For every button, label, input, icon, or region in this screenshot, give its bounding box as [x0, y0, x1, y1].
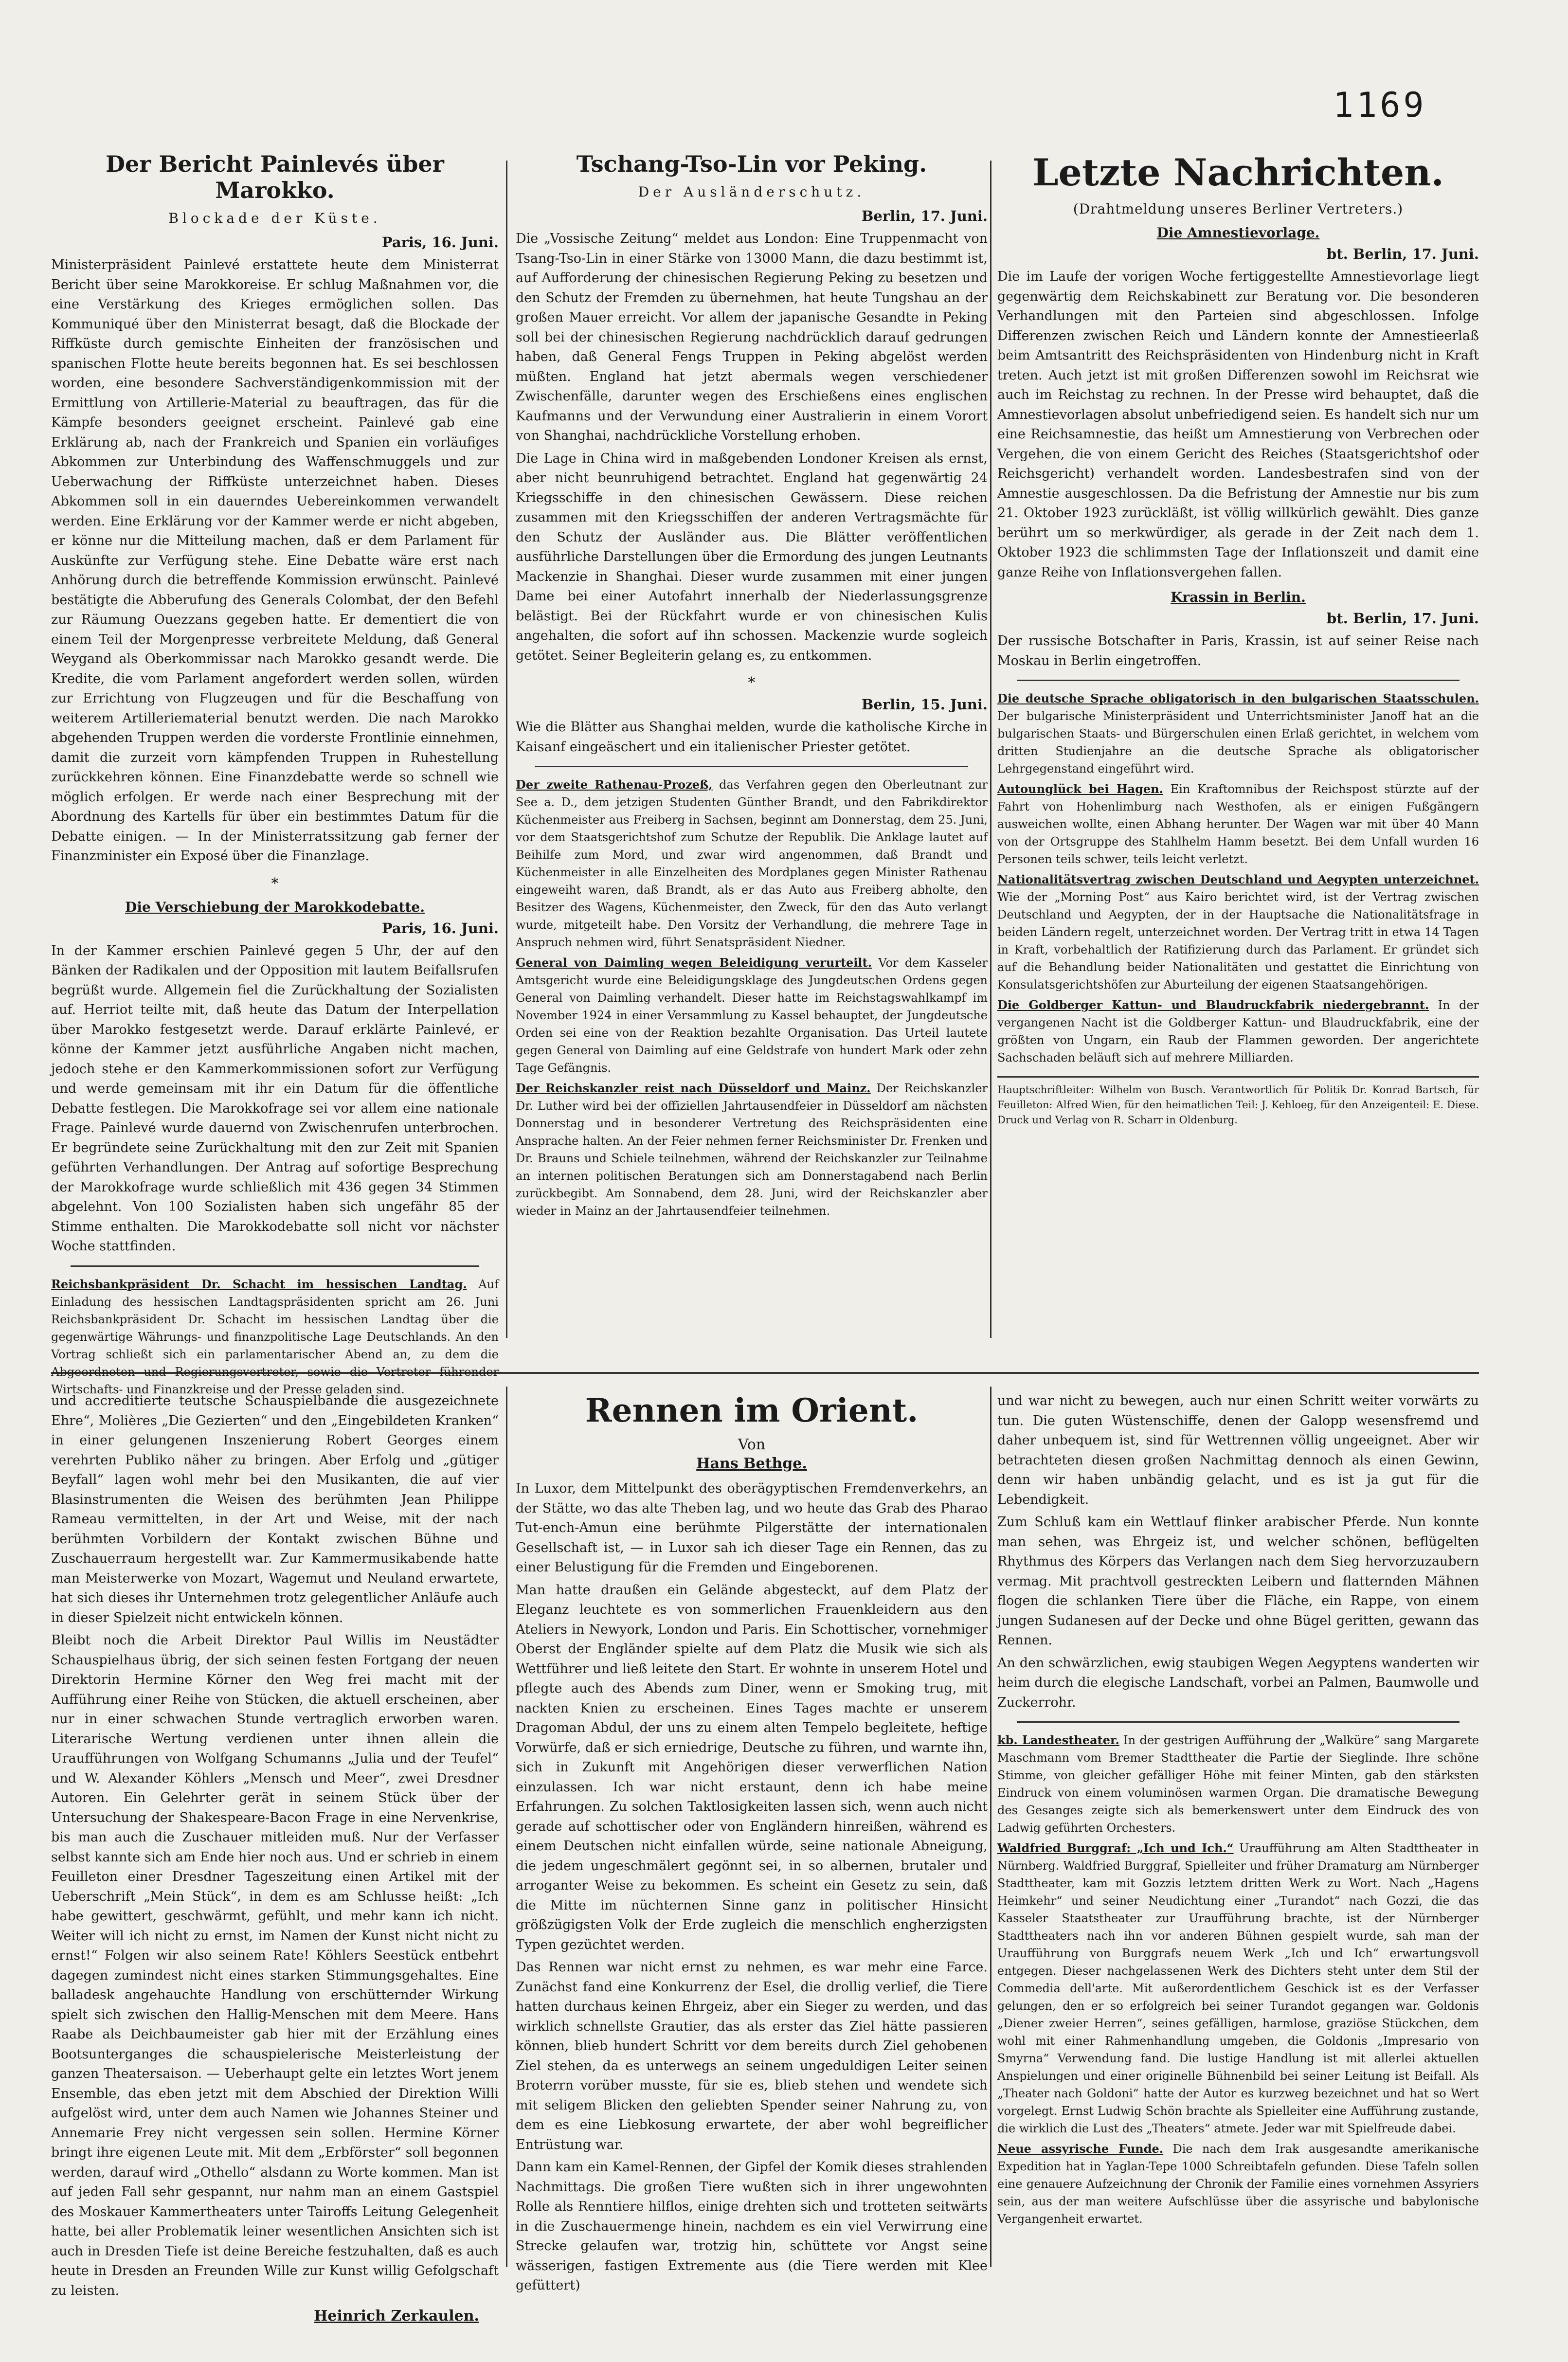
paragraph: Die Lage in China wird in maßgebenden Londoner Kreisen als ernst, aber nicht beunruhigend betrachtet. England hat gegenwärtig 24 Kriegsschiffe in den chinesischen Gewässern. Diese reichen zusammen mit den Kriegsschiffen der anderen Vertragsmächte für den Schutz der Ausländer aus. Die Blätter veröffentlichen ausführliche Darstellungen über die Ermordung des jungen Leutnants Mackenzie in Shanghai. Dieser wurde zusammen mit einer jungen Dame bei einer Autofahrt innerhalb der Niederlassungsgrenze belästigt. Bei der Rückfahrt wurde er von chinesischen Kulis angehalten, die sofort auf ihn schossen. Mackenzie wurde sogleich getötet. Seiner Begleiterin gelang es, zu entkommen.	[516, 451, 988, 663]
paragraph: und war nicht zu bewegen, auch nur einen Schritt weiter vorwärts zu tun. Die guten Wüstenschiffe, denen der Galopp wesensfremd und daher unbequem ist, sind für Wettrennen völlig ungeeignet. Aber wir betrachteten diesen großen Nachmittag dennoch als einen Gewinn, denn wir haben unbändig gelacht, und es ist ja gut für die Lebendigkeit.	[997, 1393, 1479, 1507]
divider	[71, 1265, 479, 1267]
paragraph: Die „Vossische Zeitung“ meldet aus London: Eine Truppenmacht von Tsang-Tso-Lin in einer Stärke von 13000 Mann, die dazu bestimmt ist, auf Aufforderung der chinesischen Regierung Peking zu besetzen und den Schutz der Fremden zu übernehmen, hat heute Tungshau an der großen Mauer erreicht. Vor allem der japanische Gesandte in Peking soll bei der chinesischen Regierung nachdrücklich darauf gedrungen haben, daß General Fengs Truppen in Peking abgelöst werden müßten. England hat jetzt abermals wegen verschiedener Zwischenfälle, darunter wegen des Erschießens eines englischen Kaufmanns und der Verwundung einer Australierin in einem Vorort von Shanghai, nachdrückliche Vorstellung erhoben.	[516, 231, 988, 443]
headline: Der Bericht Painlevés über Marokko.	[106, 151, 444, 203]
news-item	[997, 1731, 1479, 1837]
news-item	[997, 996, 1479, 1066]
item-lead: Reichsbankpräsident Dr. Schacht im hessischen Landtag.	[51, 1277, 467, 1291]
paragraph: Der russische Botschafter in Paris, Krassin, ist auf seiner Reise nach Moskau in Berlin eingetroffen.	[997, 633, 1479, 668]
item-lead: Der Reichskanzler reist nach Düsseldorf und Mainz.	[516, 1081, 871, 1095]
dateline: bt. Berlin, 17. Juni.	[1327, 610, 1479, 627]
column-rule	[506, 1387, 507, 2267]
item-lead: kb. Landestheater.	[997, 1733, 1119, 1747]
item-lead: General von Daimling wegen Beleidigung verurteilt.	[516, 956, 872, 970]
news-item	[997, 871, 1479, 993]
news-item	[516, 954, 988, 1077]
item-text: Der bulgarische Ministerpräsident und Unterrichtsminister Janoff hat an die bulgarischen Staats- und Bürgerschulen einen Erlaß gerichtet, in welchem vom dritten Studienjahre an die deutsche Sprache als obligatorischer Lehrgegenstand eingeführt wird.	[997, 709, 1479, 775]
headline: Tschang-Tso-Lin vor Peking.	[576, 151, 927, 177]
news-item	[997, 1839, 1479, 2137]
article-tschang-tso-lin	[516, 151, 988, 1338]
item-text: Ein Kraftomnibus der Reichspost stürzte auf der Fahrt von Hohenlimburg nach Westhofen, als er einigen Fußgängern ausweichen wollte, einen Abhang herunter. Der Wagen war mit über 40 Mann von der Ortsgruppe des Stahlhelm Hamm besetzt. Bei dem Unfall wurden 16 Personen teils schwer, teils leicht verletzt.	[997, 782, 1479, 866]
item-text: Vor dem Kasseler Amtsgericht wurde eine Beleidigungsklage des Jungdeutschen Ordens gegen General von Daimling verhandelt. Dieser hatte im Reichstagswahlkampf im November 1924 in einer Versammlung zu Kassel behauptet, der Jungdeutsche Orden sei eine von der Reaktion bezahlte Organisation. Das Urteil lautete gegen General von Daimling auf eine Geldstrafe von hundert Mark oder zehn Tage Gefängnis.	[516, 956, 988, 1075]
news-item	[516, 1080, 988, 1220]
item-text: Uraufführung am Alten Stadttheater in Nürnberg. Waldfried Burggraf, Spielleiter und früher Dramaturg am Nürnberger Stadttheater, kam mit Gozzis letztem dritten Werk zu Wort. Nach „Hagens Heimkehr“ und seiner Neudichtung einer „Turandot“ nach Gozzi, die das Kasseler Staatstheater zur Uraufführung brachte, ist der Nürnberger Stadttheaters nach ihn vor anderen Bühnen gespielt wurde, sah man der Uraufführung von Burggrafs neuem Werk „Ich und Ich“ erwartungsvoll entgegen. Dieser nachgelassenen Werk des Dichters steht unter dem Stil der Commedia dell'arte. Mit außerordentlichem Geschick ist es der Verfasser gelungen, den er so erfolgreich bei seiner Turandot gegangen war. Goldonis „Diener zweier Herren“, seines gefälligen, harmlose, graziöse Stückchen, dem wohl mit einer Rahmenhandlung umgeben, die Goldonis „Impresario von Smyrna“ Verwendung fand. Die lustige Handlung ist mit allerlei aktuellen Anspielungen und einer originelle Bühnenbild bei seiner Leitung ist Beifall. Als „Theater nach Goldoni“ hatte der Autor es kurzweg bezeichnet und hat so Wert vorgelegt. Ernst Ludwig Schön brachte als Spielleiter eine Aufführung zustande, die wirklich die Lust des „Theaters“ atmete. Jeder war mit Spielfreude dabei.	[997, 1841, 1479, 2135]
feuilleton-continued	[997, 1391, 1479, 2267]
headline: Letzte Nachrichten.	[1032, 151, 1444, 194]
column-rule	[990, 161, 991, 1338]
item-text: Auf Einladung des hessischen Landtagspräsidenten spricht am 26. Juni Reichsbankpräsident Dr. Schacht im hessischen Landtag über die gegenwärtige Währungs- und finanzpolitische Lage Deutschlands. An den Vortrag schließt sich ein parlamentarischer Abend an, zu dem die Abgeordneten und Regierungsvertreter, sowie die Vertreter führender Wirtschafts- und Finanzkreise und der Presse geladen sind.	[51, 1277, 499, 1396]
section-heading: Krassin in Berlin.	[1171, 589, 1306, 605]
article-painleve	[51, 151, 499, 1396]
item-text: In der gestrigen Aufführung der „Walküre“ sang Margarete Maschmann vom Bremer Stadttheater die Partie der Sieglinde. Ihre schöne Stimme, von gleicher gefälliger Höhe mit feiner Minten, gab den stärksten Eindruck von einem voluminösen warmen Organ. Die dramatische Bewegung des Gesanges zeigte sich als bemerkenswert unter dem Eindruck des von Ladwig geführten Orchesters.	[997, 1733, 1479, 1835]
item-text: In der vergangenen Nacht ist die Goldberger Kattun- und Blaudruckfabrik, eine der größten von Ungarn, ein Raub der Flammen geworden. Der angerichtete Sachschaden beläuft sich auf mehrere Milliarden.	[997, 998, 1479, 1064]
byline-author: Hans Bethge.	[696, 1455, 807, 1472]
news-item	[516, 776, 988, 951]
divider	[1017, 1721, 1460, 1723]
item-lead: Waldfried Burggraf: „Ich und Ich.“	[997, 1841, 1234, 1855]
item-text: Wie der „Morning Post“ aus Kairo berichtet wird, ist der Vertrag zwischen Deutschland und Aegypten, der in der Hauptsache die Nationalitätsfrage in beiden Ländern regelt, unterzeichnet worden. Der Vertrag tritt in etwa 14 Tagen in Kraft, vorbehaltlich der Ratifizierung durch das Parlament. Er gründet sich auf die Behandlung beider Nationalitäten und gestattet die Einrichtung von Konsulatsgerichtshöfen zur Aburteilung der eigenen Staatsangehörigen.	[997, 890, 1479, 992]
paragraph: Zum Schluß kam ein Wettlauf flinker arabischer Pferde. Nun konnte man sehen, was Ehrgeiz ist, und welcher schönen, beflügelten Rhythmus des Körpers das Verlangen nach dem Sieg hervorzuzaubern vermag. Mit prachtvoll gestreckten Leibern und flatternden Mähnen flogen die schlanken Tiere über die Fläche, ein Rappe, von einem jungen Sudanesen auf der Decke und ohne Bügel geritten, gewann das Rennen.	[997, 1515, 1479, 1648]
paragraph: Man hatte draußen ein Gelände abgesteckt, auf dem Platz der Eleganz leuchtete es von sommerlichen Frauenkleidern aus den Ateliers in Newyork, London und Paris. Ein Schottischer, vornehmiger Oberst der Engländer spielte auf dem Platz die Musik wie sich als Wettführer und ließ leitete den Start. Er wohnte in unserem Hotel und pflegte auch des Abends zum Diner, wenn er Smoking trug, mit nackten Knien zu erscheinen. Eines Tages machte er unserem Dragoman Abdul, der uns zu einem alten Tempelo begleitete, heftige Vorwürfe, daß er sich erniedrige, Deutsche zu führen, und warnte ihn, sich in Zukunft mit Angehörigen dieser verwerflichen Nation einzulassen. Ich war nicht erstaunt, denn ich habe meine Erfahrungen. Zu solchen Taktlosigkeiten lassen sich, wenn auch nicht gerade auf schottischer oder von Engländern hinreißen, während es einem Deutschen nicht einfallen würde, seine nationale Abneigung, die jedem ungeschmälert gegönnt sei, in so albernen, brutaler und arroganter Weise zu bekommen. Es scheint ein Gesetz zu sein, daß die Mitte im nüchternen Sinne ganz in politischer Hinsicht größzügigsten Volk der Erde zugleich die menschlich engherzigsten Typen gezüchtet werden.	[516, 1582, 988, 1952]
section-heading: Die Verschiebung der Marokkodebatte.	[125, 899, 425, 915]
subheadline: (Drahtmeldung unseres Berliner Vertreters.)	[1073, 201, 1404, 217]
feuilleton-theater	[51, 1391, 499, 2325]
item-text: Der Reichskanzler Dr. Luther wird bei der offiziellen Jahrtausendfeier in Düsseldorf am nächsten Donnerstag und in besonderer Vertretung des Reichspräsidenten eine Ansprache halten. An der Feier nehmen ferner Reichsminister Dr. Frenken und Dr. Brauns und Schiele teilnehmen, während der Reichskanzler zur Teilnahme an internen politischen Beratungen sich am Donnerstagabend nach Berlin zurückbegibt. Am Sonnabend, dem 28. Juni, wird der Reichskanzler aber wieder in Mainz an der Jahrtausendfeier teilnehmen.	[516, 1082, 988, 1218]
item-lead: Nationalitätsvertrag zwischen Deutschland und Aegypten unterzeichnet.	[997, 872, 1479, 886]
imprint: Hauptschriftleiter: Wilhelm von Busch. Verantwortlich für Politik Dr. Konrad Bartsch, für Feuilleton: Alfred Wien, für den heimatlichen Teil: J. Kehloeg, für den Anzeigenteil: E. Diese. Druck und Verlag von R. Scharr in Oldenburg.	[997, 1076, 1479, 1128]
column-rule	[990, 1387, 991, 2267]
item-lead: Neue assyrische Funde.	[997, 2142, 1164, 2156]
divider	[1017, 680, 1460, 681]
author-signature: Heinrich Zerkaulen.	[314, 2308, 479, 2325]
paragraph: Ministerpräsident Painlevé erstattete heute dem Ministerrat Bericht über seine Marokkoreise. Er schlug Maßnahmen vor, die eine Verstärkung des Krieges ermöglichen sollen. Das Kommuniqué über den Ministerrat besagt, daß die Blockade der Riffküste durch gemischte Einheiten der französischen und spanischen Flotte heute bereits begonnen hat. Es sei beschlossen worden, eine besondere Sachverständigenkommission mit der Ermittlung von Artillerie-Material zu beauftragen, das für die Kämpfe besonders geeignet erscheint. Painlevé gab eine Erklärung ab, nach der Frankreich und Spanien ein vorläufiges Abkommen zur Unterbindung des Waffenschmuggels und zur Ueberwachung der Riffküste unterzeichnet haben. Dieses Abkommen soll in ein dauerndes Uebereinkommen verwandelt werden. Eine Erklärung vor der Kammer werde er nicht abgeben, er könne nur die Mitteilung machen, daß er dem Parlament für Auskünfte zur Verfügung stehe. Eine Debatte wäre erst nach Anhörung durch die betreffende Kommission erwünscht. Painlevé bestätigte die Abberufung des Generals Colombat, der den Befehl zur Räumung Ouezzans gegeben hatte. Er dementiert die von einem Teil der Morgenpresse verbreitete Meldung, daß General Weygand als Oberkommissar nach Marokko gesandt werde. Die Kredite, die vom Parlament angefordert werden sollen, würden zur Errichtung von Flugzeugen und für die Beschaffung von weiterem Artilleriematerial benutzt werden. Die nach Marokko abgehenden Truppen werden die vorderste Frontlinie einnehmen, damit die zurzeit vorn kämpfenden Truppen in Ruhestellung zurückkehren können. Eine Finanzdebatte werde so schnell wie möglich erfolgen. Er werde nach einer Besprechung mit der Abordnung des Kartells für über ein bestimmtes Datum für die Debatte einigen. — In der Ministerratssitzung gab ferner der Finanzminister ein Exposé über die Finanzlage.	[51, 257, 499, 864]
article-rennen-im-orient	[516, 1391, 988, 2293]
paragraph: An den schwärzlichen, ewig staubigen Wegen Aegyptens wanderten wir heim durch die elegische Landschaft, vorbei an Palmen, Baumwolle und Zuckerrohr.	[997, 1655, 1479, 1710]
column-rule	[506, 161, 507, 1338]
paragraph: Wie die Blätter aus Shanghai melden, wurde die katholische Kirche in Kaisanf eingeäschert und ein italienischer Priester getötet.	[516, 720, 988, 755]
subheadline: Der Ausländerschutz.	[638, 184, 865, 200]
news-item	[51, 1276, 499, 1398]
divider	[535, 766, 968, 767]
paragraph: In Luxor, dem Mittelpunkt des oberägyptischen Fremdenverkehrs, an der Stätte, wo das alte Theben lag, und wo heute das Grab des Pharao Tut-ench-Amun eine berühmte Pilgerstätte der internationalen Gesellschaft ist, — in Luxor sah ich dieser Tage ein Rennen, das zu einer Belustigung für die Fremden und Eingeborenen.	[516, 1481, 988, 1575]
item-lead: Der zweite Rathenau-Prozeß,	[516, 777, 713, 792]
item-text: das Verfahren gegen den Oberleutnant zur See a. D., dem jetzigen Studenten Günther Brandt, und den Fabrikdirektor Küchenmeister aus Freiberg in Sachsen, beginnt am Donnerstag, dem 25. Juni, vor dem Staatsgerichtshof zum Schutze der Republik. Die Anklage lautet auf Beihilfe zum Mord, und zwar wird angenommen, daß Brandt und Küchenmeister in alle Einzelheiten des Mordplanes gegen Minister Rathenau eingeweiht waren, daß Brandt, als er das Auto aus Freiberg abholte, den Besitzer des Wagens, Küchenmeister, den Zweck, für den das Auto verlangt wurde, mitgeteilt habe. Den Vorsitz der Verhandlung, die mehrere Tage in Anspruch nehmen wird, führt Senatspräsident Niedner.	[516, 778, 988, 949]
paragraph: Die im Laufe der vorigen Woche fertiggestellte Amnestievorlage liegt gegenwärtig dem Reichskabinett zur Beratung vor. Die besonderen Verhandlungen mit den Parteien sind abgeschlossen. Infolge Differenzen zwischen Reich und Ländern konnte der Amnestieerlaß beim Amtsantritt des Reichspräsidenten von Hindenburg nicht in Kraft treten. Auch jetzt ist mit großen Differenzen sowohl im Reichsrat wie auch im Reichstag zu rechnen. In der Presse wird behauptet, daß die Amnestievorlagen absolut unbefriedigend seien. Es handelt sich nur um eine Reichsamnestie, das heißt um Amnestierung von Verbrechen oder Vergehen, die von einem Gericht des Reiches (Staatsgerichtshof oder Reichsgericht) verhandelt worden. Landesbestrafen sind von der Amnestie ausgeschlossen. Da die Befristung der Amnestie nur bis zum 21. Oktober 1923 zurückläßt, ist völlig willkürlich gewählt. Dies ganze berührt um so merkwürdiger, als gerade in der Zeit nach dem 1. Oktober 1923 die schlimmsten Tage der Inflationszeit und damit eine ganze Reihe von Inflationsvergehen fallen.	[997, 269, 1479, 580]
paragraph: und accreditierte teutsche Schauspielbande die ausgezeichnete Ehre“, Molières „Die Gezierten“ und den „Eingebildeten Kranken“ in einer gelungenen Inszenierung Robert Georges einem verehrten Publiko näher zu bringen. Aber Erfolg und „gütiger Beyfall“ lagen wohl mehr bei den Musikanten, die auf vier Blasinstrumenten die Weisen des berühmten Jean Philippe Rameau vermittelten, in der Art und Weise, mit der nach berühmten Vorbildern der Kontakt zwischen Bühne und Zuschauerraum hergestellt war. Zur Kammermusikabende hatte man Meisterwerke von Mozart, Wagemut und Neuland erwartete, hat sich dieses ihr Unternehmen trotz gelegentlicher Anläufe auch in dieser Spielzeit nicht entwickeln können.	[51, 1393, 499, 1625]
item-lead: Die Goldberger Kattun- und Blaudruckfabrik niedergebrannt.	[997, 998, 1429, 1012]
subheadline: Blockade der Küste.	[168, 210, 381, 226]
paragraph: In der Kammer erschien Painlevé gegen 5 Uhr, der auf den Bänken der Radikalen und der Opposition mit lautem Beifallsrufen begrüßt wurde. Allgemein fiel die Zurückhaltung der Sozialisten auf. Herriot teilte mit, daß heute das Datum der Interpellation über Marokko festgesetzt werde. Darauf erklärte Painlevé, er könne der Kammer jetzt ausführliche Angaben nicht machen, jedoch stehe er den Kammerkommissionen sofort zur Verfügung und werde gemeinsam mit ihr ein Datum für die öffentliche Debatte festlegen. Die Marokkofrage sei vor allem eine nationale Frage. Painlevé wurde dauernd von Zwischenrufen unterbrochen. Er begründete seine Zurückhaltung mit den zur Zeit mit Spanien geführten Verhandlungen. Der Antrag auf sofortige Besprechung der Marokkofrage wurde schließlich mit 436 gegen 34 Stimmen abgelehnt. Von 100 Sozialisten haben sich ungefähr 85 der Stimme enthalten. Die Marokkodebatte soll nicht vor nächster Woche stattfinden.	[51, 943, 499, 1254]
dateline: Berlin, 17. Juni.	[861, 208, 988, 224]
dateline: Paris, 16. Juni.	[381, 920, 499, 937]
paragraph: Dann kam ein Kamel-Rennen, der Gipfel der Komik dieses strahlenden Nachmittags. Die großen Tiere wußten sich in ihrer ungewohnten Rolle als Renntiere hilflos, einige drehten sich und trotteten seitwärts in die Zuschauermenge hinein, nachdem es ein viel Verwirrung eine Strecke gelaufen war, trotzig hin, schüttete vor Angst seine wässerigen, fastigen Extremente aus (die Tiere werden mit Klee gefüttert)	[516, 2160, 988, 2293]
item-lead: Die deutsche Sprache obligatorisch in den bulgarischen Staatsschulen.	[997, 691, 1479, 705]
byline-von: Von	[738, 1436, 766, 1453]
headline: Rennen im Orient.	[585, 1391, 919, 1429]
dateline: Paris, 16. Juni.	[381, 234, 499, 251]
dateline: Berlin, 15. Juni.	[861, 696, 988, 713]
dateline: bt. Berlin, 17. Juni.	[1327, 246, 1479, 262]
item-text: Die nach dem Irak ausgesandte amerikanische Expedition hat in Yaglan-Tepe 1000 Schreibtafeln gefunden. Diese Tafeln sollen eine genauere Aufzeichnung der Chronik der Familie eines vornehmen Assyriers sein, aus der man weitere Aufschlüsse über die assyrische und babylonische Vergangenheit erwartet.	[997, 2142, 1479, 2226]
paragraph: Bleibt noch die Arbeit Direktor Paul Willis im Neustädter Schauspielhaus übrig, der sich seinen festen Fortgang der neuen Direktorin Hermine Körner den Weg frei macht mit der Aufführung einer Reihe von Stücken, die aktuell erscheinen, aber nur in einer schwachen Stunde vertraglich erworben waren. Literarische Wertung verdienen unter ihnen allein die Uraufführungen von Wolfgang Schumanns „Julia und der Teufel“ und W. Alexander Köhlers „Mensch und Meer“, zwei Dresdner Autoren. Ein Gelehrter gerät in seinem Stück über der Untersuchung der Shakespeare-Bacon Frage in eine Nervenkrise, bis man auch die Zuschauer mitleiden muß. Nur der Verfasser selbst kannte sich am Ende hier noch aus. Und er schrieb in einem Feuilleton einer Dresdner Tageszeitung einen Artikel mit der Ueberschrift „Mein Stück“, in dem es am Schlusse heißt: „Ich habe gewittert, geschwärmt, gefühlt, und mehr kann ich nicht. Weiter will ich nicht zu ernst, im Namen der Kunst nicht nicht zu ernst!“ Folgen wir also seinem Rate! Köhlers Seestück entbehrt dagegen zumindest nicht eines starken Stimmungsgehaltes. Eine balladesk angehauchte Handlung von erschütternder Wirkung spielt sich zwischen den Hallig-Menschen mit dem Meere. Hans Raabe als Deichbaumeister gab hier mit der Erzählung eines Bootsunterganges die schauspielerische Meisterleistung der ganzen Theatersaison. — Ueberhaupt gelte ein letztes Wort jenem Ensemble, das eben jetzt mit dem Abschied der Direktion Willi aufgelöst wird, unter dem auch Namen wie Johannes Steiner und Annemarie Frey nicht vergessen sein sollen. Hermine Körner bringt ihre eigenen Leute mit. Mit dem „Erbförster“ soll begonnen werden, darauf wird „Othello“ alsdann zu Worte kommen. Man ist auf jeden Fall sehr gespannt, nur nahm man an einem Gastspiel des Moskauer Kammertheaters unter Tairoffs Leitung Gelegenheit hatte, bei aller Problematik leiner wesentlichen Ansichten sich ist auch in Dresden Tiefe ist deine Bereiche festzuhalten, daß es auch heute in Dresden an Freunden Wille zur Kunst willig Gefolgschaft zu leisten.	[51, 1633, 499, 2298]
paragraph: Das Rennen war nicht ernst zu nehmen, es war mehr eine Farce. Zunächst fand eine Konkurrenz der Esel, die drollig verlief, die Tiere hatten durchaus keinen Ehrgeiz, aber ein Sieger zu werden, und das wirklich schnellste Grautier, das als erster das Ziel hätte passieren können, blieb hundert Schritt vor dem bereits durch Ziel gehobenen Ziel stehen, da es unterwegs an seinem ungeduldigen Leiter seinen Broterrn vorüber musste, für sie es, blieb stehen und wendete sich mit seligem Blicken den geliebten Spender seiner Nahrung zu, von dem es eine Liebkosung erwartete, der aber wohl begreiflicher Entrüstung war.	[516, 1960, 988, 2152]
news-item	[997, 780, 1479, 868]
news-item	[997, 2140, 1479, 2228]
separator-star: *	[748, 674, 756, 691]
letzte-nachrichten	[997, 151, 1479, 1338]
page-number: 1169	[1333, 85, 1427, 125]
news-item	[997, 690, 1479, 777]
separator-star: *	[271, 875, 279, 892]
item-lead: Autounglück bei Hagen.	[997, 782, 1163, 796]
section-heading: Die Amnestievorlage.	[1156, 225, 1320, 241]
